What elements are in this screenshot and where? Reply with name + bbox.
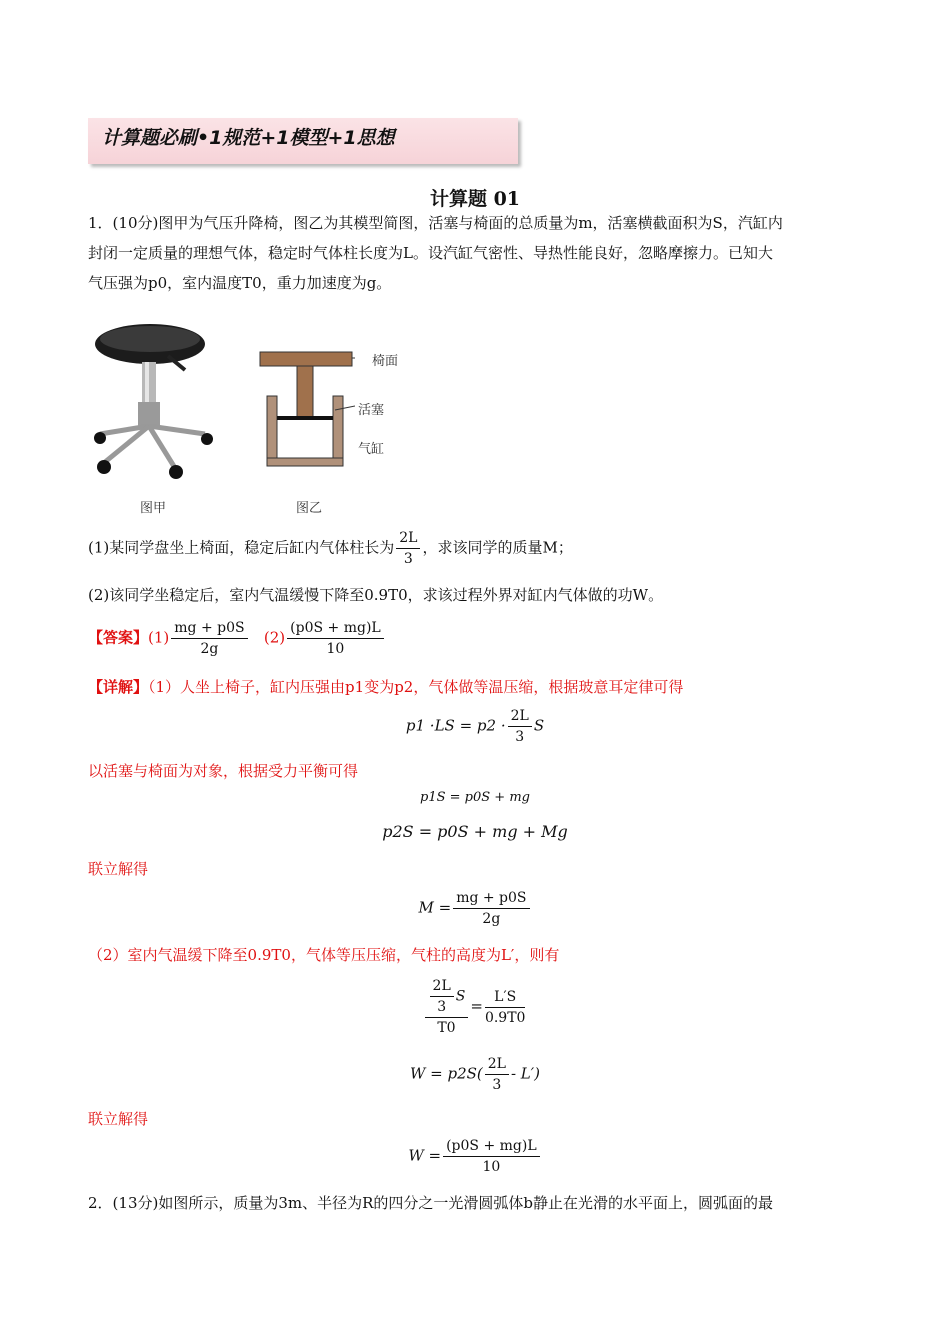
detail-line-1 bbox=[88, 672, 860, 702]
answer-p2: (2) bbox=[263, 628, 286, 647]
detail-text-2: 以活塞与椅面为对象，根据受力平衡可得 bbox=[88, 762, 359, 780]
sub1-pre: (1)某同学盘坐上椅面，稳定后缸内气体柱长为 bbox=[88, 538, 395, 557]
equation-6 bbox=[0, 1054, 950, 1095]
equation-4 bbox=[0, 888, 950, 929]
eq3-text: p2S = p0S + mg + Mg bbox=[382, 822, 568, 841]
banner-text: 计算题必刷•1规范+1模型+1思想 bbox=[102, 127, 395, 149]
eq1-left: p1 ·LS = p2 · bbox=[405, 716, 506, 735]
eq5-right-num: L′S bbox=[485, 987, 526, 1008]
sub-question-1 bbox=[88, 528, 860, 569]
eq5-inner-fraction bbox=[430, 976, 454, 1017]
eq7-den: 10 bbox=[482, 1159, 501, 1175]
eq4-den: 2g bbox=[482, 911, 501, 927]
equation-3 bbox=[0, 822, 950, 841]
q1-line-2: 封闭一定质量的理想气体，稳定时气体柱长度为L。设汽缸气密性、导热性能良好，忽略摩擦力。已知大 bbox=[88, 244, 773, 262]
eq7-left: W = bbox=[408, 1146, 442, 1165]
label-piston: 活塞 bbox=[358, 403, 385, 418]
page-title: 计算题 01 bbox=[429, 188, 521, 210]
detail-text-4: （2）室内气温缓下降至0.9T0，气体等压压缩，气柱的高度为L′，则有 bbox=[88, 946, 560, 964]
eq6-left: W = p2S( bbox=[409, 1064, 483, 1083]
eq6-den: 3 bbox=[492, 1077, 502, 1093]
eq1-num: 2L bbox=[508, 706, 532, 727]
eq5-left-fraction bbox=[425, 976, 469, 1038]
q1-line-1: 1．(10分)图甲为气压升降椅，图乙为其模型简图，活塞与椅面的总质量为m，活塞横截面积为S，汽缸内 bbox=[88, 214, 783, 232]
answer-2-fraction bbox=[287, 618, 384, 659]
answer-p1: (1) bbox=[148, 628, 170, 647]
eq5-right-fraction bbox=[485, 987, 526, 1028]
equation-1 bbox=[0, 706, 950, 747]
equation-2 bbox=[0, 790, 950, 805]
eq7-fraction bbox=[443, 1136, 540, 1177]
eq6-right: - L′) bbox=[510, 1064, 541, 1083]
answer-line bbox=[88, 618, 860, 659]
model-diagram bbox=[255, 340, 355, 470]
label-seat: 椅面 bbox=[372, 354, 399, 369]
equation-5: $\frac{2L}{3}$ S T0 = $\frac{L'S}{0.9T0}$ bbox=[0, 976, 950, 1038]
q2-line-1: 2．(13分)如图所示，质量为3m、半径为R的四分之一光滑圆弧体b静止在光滑的水平面上，圆弧面的最 bbox=[88, 1194, 774, 1212]
eq5-left-num bbox=[425, 976, 469, 1018]
eq5-inner-den: 3 bbox=[437, 999, 447, 1015]
detail-text-5: 联立解得 bbox=[88, 1110, 149, 1128]
eq1-right: S bbox=[533, 716, 545, 735]
answer-2-num: (p0S + mg)L bbox=[287, 618, 384, 639]
stool-photo bbox=[90, 322, 220, 482]
eq2-text: p1S = p0S + mg bbox=[420, 790, 530, 805]
answer-1-num: mg + p0S bbox=[171, 618, 247, 639]
sub1-num: 2L bbox=[396, 528, 420, 549]
equation-7 bbox=[0, 1136, 950, 1177]
sub1-fraction bbox=[396, 528, 420, 569]
eq5-left-den: T0 bbox=[437, 1020, 456, 1036]
eq5-right-den: 0.9T0 bbox=[484, 1009, 526, 1026]
answer-1-den: 2g bbox=[200, 641, 219, 657]
eq1-den: 3 bbox=[515, 729, 525, 745]
answer-label: 【答案】 bbox=[88, 628, 149, 647]
sub1-post: ，求该同学的质量M； bbox=[422, 538, 573, 557]
section-banner bbox=[88, 118, 518, 164]
eq4-fraction bbox=[453, 888, 529, 929]
eq5-inner-num: 2L bbox=[430, 976, 454, 997]
sub1-den: 3 bbox=[403, 551, 413, 567]
detail-text-1: （1）人坐上椅子，缸内压强由p1变为p2，气体做等温压缩，根据玻意耳定律可得 bbox=[148, 678, 684, 696]
detail-label: 【详解】 bbox=[88, 678, 149, 696]
eq6-num: 2L bbox=[485, 1054, 509, 1075]
eq4-left: M = bbox=[418, 898, 452, 917]
caption-b: 图乙 bbox=[296, 501, 323, 516]
answer-1-fraction bbox=[171, 618, 247, 659]
eq5-s: S bbox=[455, 988, 466, 1005]
sub-question-2: (2)该同学坐稳定后，室内气温缓慢下降至0.9T0，求该过程外界对缸内气体做的功W。 bbox=[88, 586, 664, 604]
detail-text-3: 联立解得 bbox=[88, 860, 149, 878]
q1-line-3: 气压强为p0，室内温度T0，重力加速度为g。 bbox=[88, 274, 392, 292]
eq1-fraction bbox=[508, 706, 532, 747]
answer-2-den: 10 bbox=[326, 641, 345, 657]
eq7-num: (p0S + mg)L bbox=[443, 1136, 540, 1157]
caption-a: 图甲 bbox=[140, 501, 167, 516]
label-cylinder: 气缸 bbox=[358, 442, 385, 457]
eq4-num: mg + p0S bbox=[453, 888, 529, 909]
eq6-fraction bbox=[485, 1054, 509, 1095]
